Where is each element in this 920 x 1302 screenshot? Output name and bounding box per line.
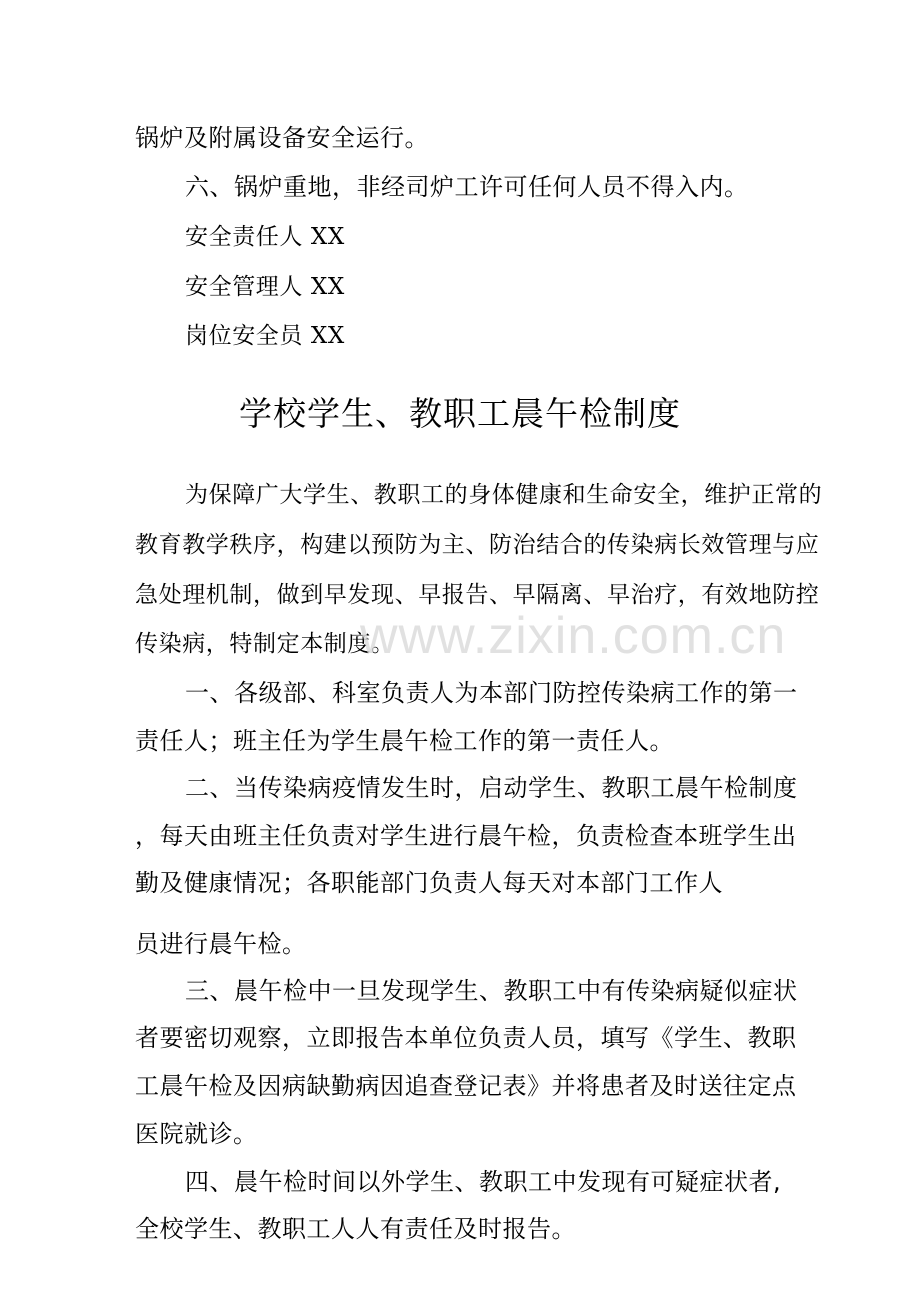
intro-line: 传染病，特制定本制度。	[135, 631, 395, 657]
item-three-line: 者要密切观察，立即报告本单位负责人员，填写《学生、教职	[135, 1024, 797, 1052]
intro-line: 教育教学秩序，构建以预防为主、防治结合的传染病长效管理与应	[135, 532, 820, 558]
continuation-line: 锅炉及附属设备安全运行。	[135, 124, 429, 152]
item-one-line: 一、各级部、科室负责人为本部门防控传染病工作的第一	[185, 679, 798, 707]
item-four-line: 四、晨午检时间以外学生、教职工中发现有可疑症状者,	[185, 1168, 782, 1196]
item-three-line: 工晨午检及因病缺勤病因追查登记表》并将患者及时送往定点	[135, 1072, 797, 1100]
item-two-line: ，每天由班主任负责对学生进行晨午检，负责检查本班学生出	[135, 822, 797, 850]
intro-line: 为保障广大学生、教职工的身体健康和生命安全，维护正常的	[185, 482, 823, 508]
intro-line: 急处理机制，做到早发现、早报告、早隔离、早治疗，有效地防控	[135, 582, 820, 608]
item-three-line: 医院就诊。	[135, 1120, 258, 1148]
item-six: 六、锅炉重地，非经司炉工许可任何人员不得入内。	[185, 173, 749, 201]
item-three-line: 三、晨午检中一旦发现学生、教职工中有传染病疑似症状	[185, 977, 798, 1005]
document-title: 学校学生、教职工晨午检制度	[239, 394, 681, 433]
item-two-line: 勤及健康情况；各职能部门负责人每天对本部门工作人	[135, 869, 723, 897]
item-two-line: 员进行晨午检。	[135, 930, 307, 958]
signature-manager: 安全管理人 XX	[185, 274, 345, 300]
item-one-line: 责任人；班主任为学生晨午检工作的第一责任人。	[135, 727, 674, 755]
signature-officer: 岗位安全员 XX	[185, 323, 345, 349]
signature-responsible: 安全责任人 XX	[185, 224, 345, 250]
item-two-line: 二、当传染病疫情发生时，启动学生、教职工晨午检制度	[185, 774, 798, 802]
item-four-line: 全校学生、教职工人人有责任及时报告。	[135, 1215, 576, 1243]
watermark: www.zixin.com.cn	[360, 607, 787, 665]
